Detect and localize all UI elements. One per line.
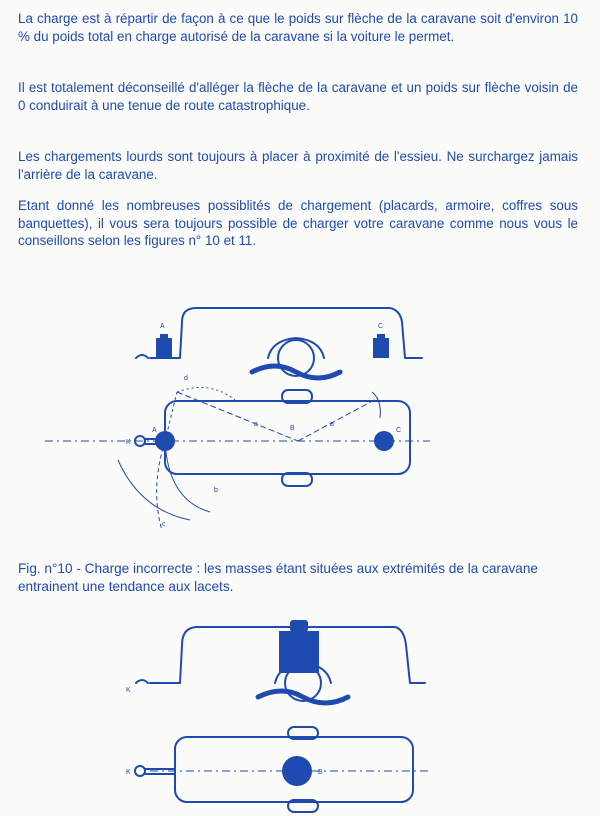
paragraph-heavy-loads: Les chargements lourds sont toujours à placer à proximité de l'essieu. Ne surchargez jamais l'arrière de la caravane. (18, 149, 578, 182)
label-mass-c: C (378, 323, 384, 330)
paragraph-tongue-weight: La charge est à répartir de façon à ce que le poids sur flèche de la caravane soit d'environ 10 % du poids total en charge autorisé de la caravane si la voiture le permet. (18, 11, 578, 44)
label-hitch-k-top: K (126, 769, 131, 776)
label-mass-a: A (160, 323, 165, 330)
mass-a-side (156, 338, 172, 358)
caravan-top-view (165, 401, 410, 474)
label-angle-a2: a (330, 421, 334, 428)
label-center-b-11: B (318, 769, 323, 776)
mass-c-side (373, 338, 389, 358)
hitch-ring-11 (135, 766, 145, 776)
label-center-b: B (290, 425, 295, 432)
paragraph-loading-options: Etant donné les nombreuses possiblités de chargement (placards, armoire, coffres sous banquettes), il vous sera toujours possible de charger votre caravane comme nous vous le conseillons selon les figures n° 10 et 11. (18, 198, 578, 248)
label-hitch-k: K (126, 439, 131, 446)
label-arc-c: c (162, 521, 166, 528)
label-hitch-k-side: K (126, 687, 131, 694)
label-angle-a: a (254, 421, 258, 428)
figure-10-caption: Fig. n°10 - Charge incorrecte : les masses étant situées aux extrémités de la caravane entrainent une tendance aux lacets. (18, 561, 538, 594)
figure-11-diagram (0, 605, 600, 816)
mass-center-side (279, 631, 319, 673)
label-mass-c-top: C (396, 427, 402, 434)
label-mass-a-top: A (152, 427, 157, 434)
paragraph-tongue-warning: Il est totalement déconseillé d'alléger la flèche de la caravane et un poids sur flèche voisin de 0 conduirait à une tenue de route catastrophique. (18, 80, 578, 113)
label-arc-b: b (214, 487, 218, 494)
figure-10-diagram (0, 280, 600, 550)
label-arc-d: d (184, 375, 188, 382)
